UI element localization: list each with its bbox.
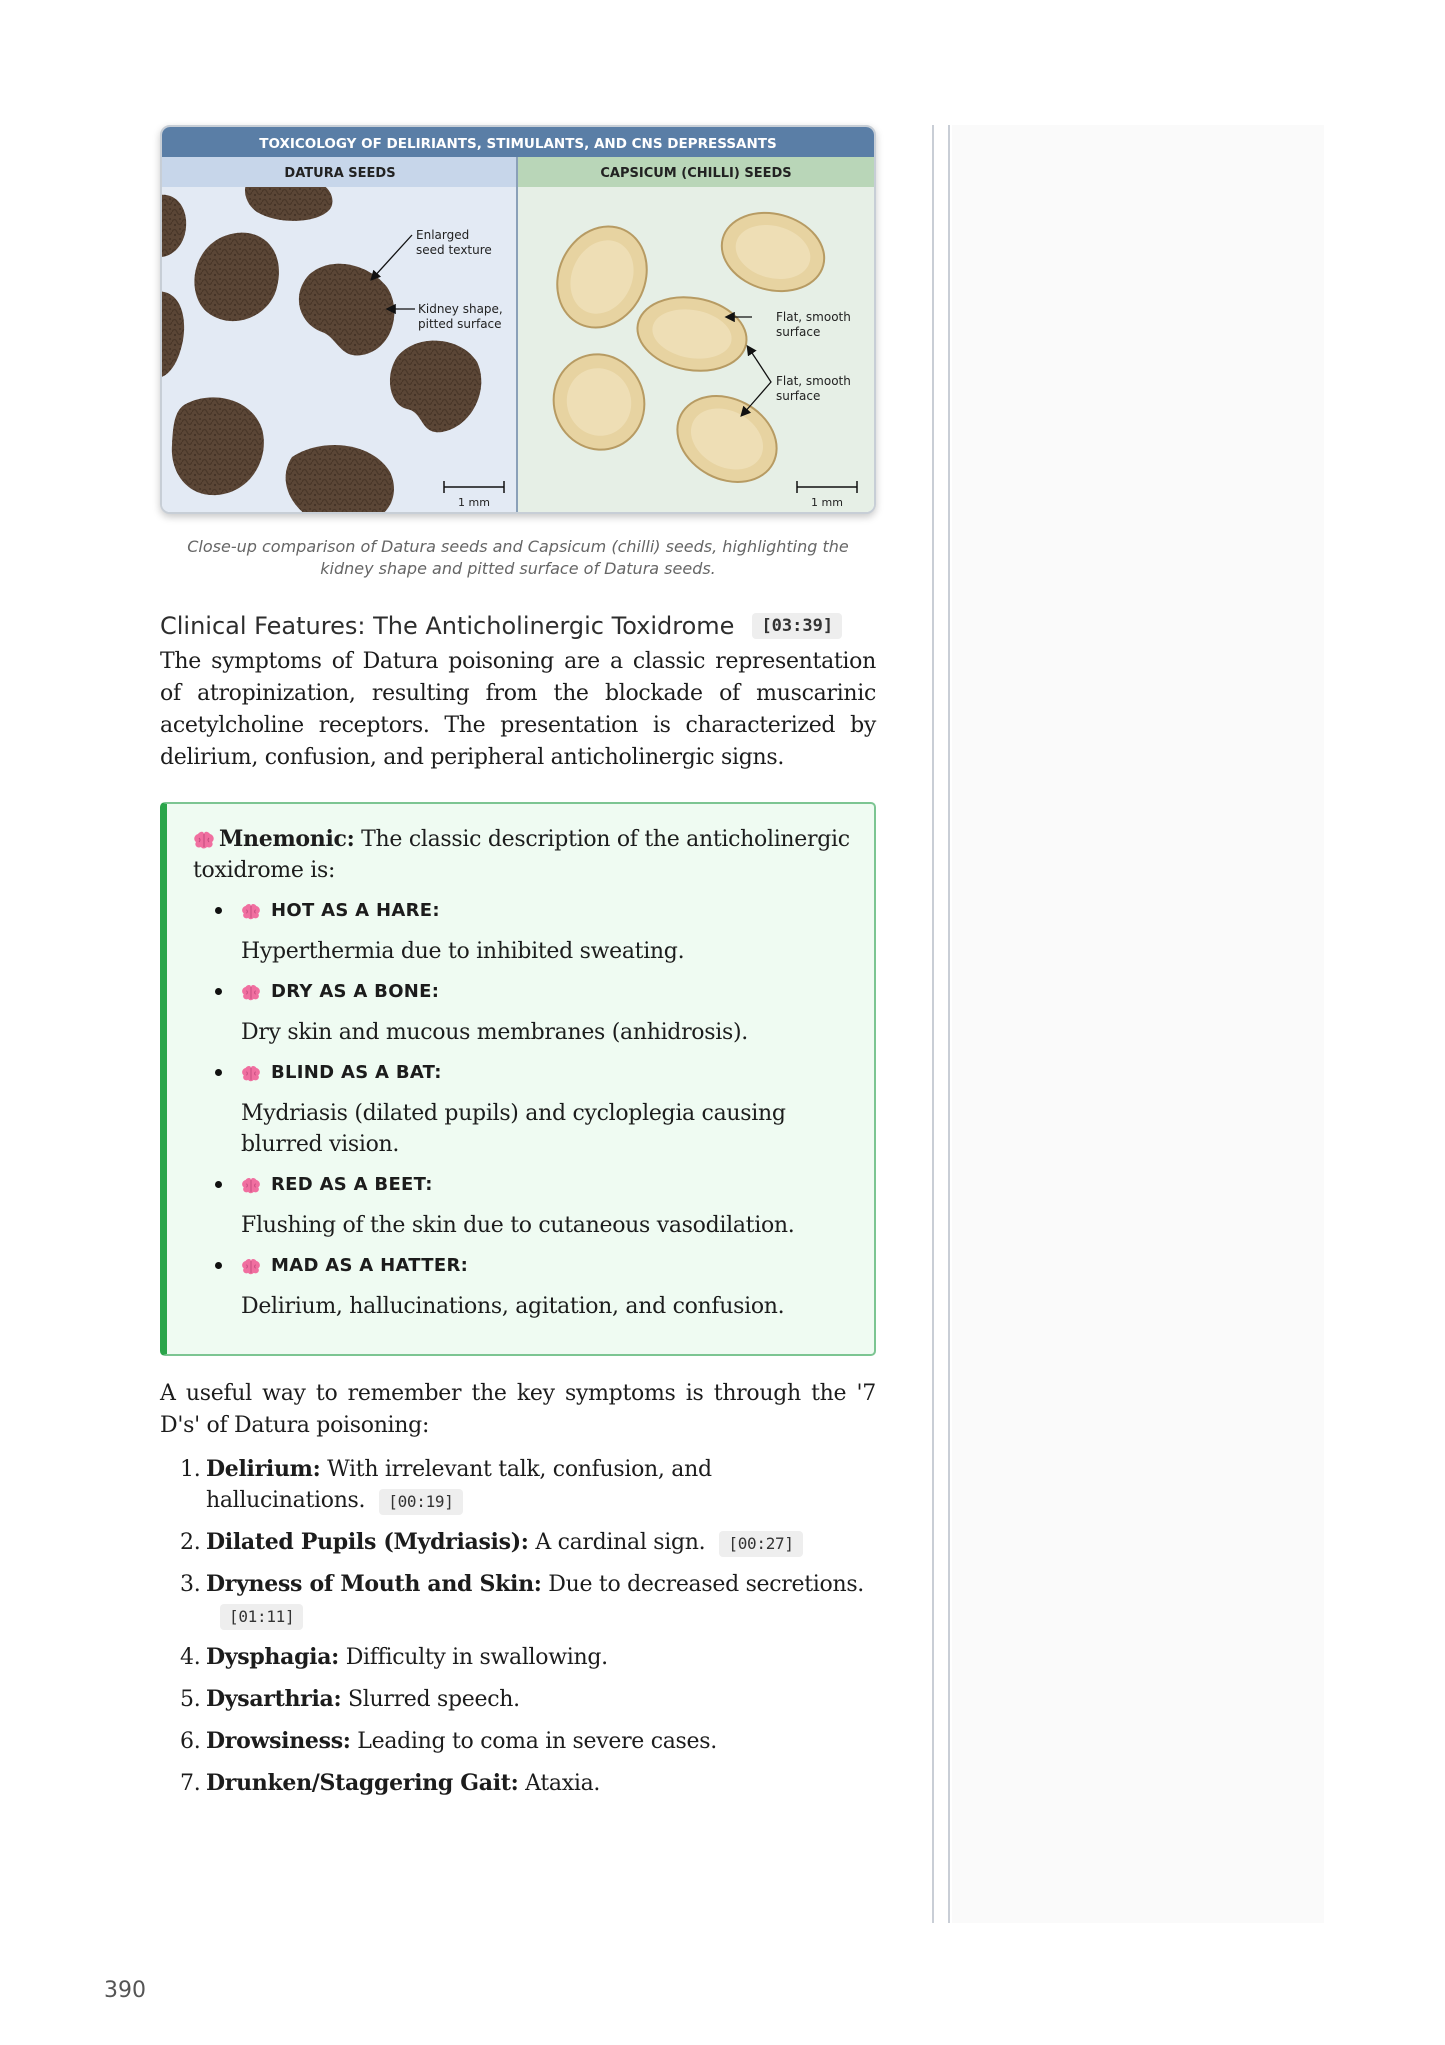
mnemonic-item [215,896,850,967]
banner-title: TOXICOLOGY OF DELIRIANTS, STIMULANTS, AND CNS DEPRESSANTS [259,136,777,152]
list-text: Due to decreased secretions. [541,1572,865,1597]
timestamp-badge[interactable]: [03:39] [752,613,842,639]
mnemonic-label: Mnemonic: [219,826,355,852]
mnemonic-title-text: DRY AS A BONE: [271,981,440,1002]
brain-icon [241,1258,261,1275]
list-item [180,1642,876,1673]
mnemonic-item-desc: Dry skin and mucous membranes (anhidrosis). [241,1020,748,1045]
brain-icon [241,984,261,1001]
mnemonic-intro [193,824,850,886]
list-item [180,1768,876,1799]
capsicum-label-a-1: Flat, smooth [776,310,851,324]
capsicum-label-b-1: Flat, smooth [776,374,851,388]
timestamp-badge[interactable]: [01:11] [220,1604,303,1630]
mnemonic-item [215,1058,850,1160]
seed-comparison-figure [160,125,876,514]
list-term: Drowsiness: [206,1728,351,1754]
seed-illustration [162,127,874,512]
list-term: Delirium: [206,1456,321,1482]
mnemonic-item-desc: Flushing of the skin due to cutaneous vasodilation. [241,1213,795,1238]
mnemonic-item-title [241,1058,850,1088]
list-item-body [206,1768,600,1799]
main-column [160,125,876,1810]
list-number: 5. [180,1687,201,1712]
mnemonic-item-title [241,1170,850,1200]
list-term: Dilated Pupils (Mydriasis): [206,1529,529,1555]
mnemonic-item [215,977,850,1048]
list-number: 1. [180,1457,201,1482]
list-item-body [206,1527,803,1558]
notes-sidebar [952,125,1324,1923]
list-item [180,1684,876,1715]
timestamp-badge[interactable]: [00:19] [379,1489,462,1515]
page-number: 390 [104,1978,146,2003]
list-number: 6. [180,1729,201,1754]
datura-label-texture-1: Enlarged [416,228,470,242]
list-term: Dysarthria: [206,1686,342,1712]
brain-icon [241,1065,261,1082]
list-number: 4. [180,1645,201,1670]
list-item-body [206,1454,876,1516]
mnemonic-list [193,896,850,1322]
mnemonic-title-text: BLIND AS A BAT: [271,1062,442,1083]
left-panel-title: DATURA SEEDS [284,166,396,181]
seven-ds-list [160,1454,876,1799]
list-number: 3. [180,1572,201,1597]
brain-icon [241,903,261,920]
datura-label-texture-2: seed texture [416,243,492,257]
section-heading-text: Clinical Features: The Anticholinergic Toxidrome [160,612,735,640]
list-item-body [206,1642,608,1673]
list-text: Ataxia. [518,1771,601,1796]
list-term: Dysphagia: [206,1644,339,1670]
mnemonic-item-desc: Delirium, hallucinations, agitation, and confusion. [241,1294,785,1319]
list-term: Dryness of Mouth and Skin: [206,1571,542,1597]
mnemonic-item-title [241,896,850,926]
mnemonic-item [215,1251,850,1322]
figure-caption: Close-up comparison of Datura seeds and Capsicum (chilli) seeds, highlighting the kidney shape and pitted surface of Datura seeds. [187,537,849,578]
list-text: Leading to coma in severe cases. [350,1729,717,1754]
intro-paragraph: The symptoms of Datura poisoning are a classic representation of atropinization, resulting from the blockade of muscarinic acetylcholine receptors. The presentation is characterized by delirium, confusion, and peripheral anticholinergic signs. [160,649,876,770]
mnemonic-item [215,1170,850,1241]
list-text: With irrelevant talk, confusion, and hallucinations. [206,1457,712,1513]
timestamp-badge[interactable]: [00:27] [719,1531,802,1557]
list-item [180,1454,876,1516]
list-item [180,1726,876,1757]
mnemonic-intro-text: The classic description of the anticholinergic toxidrome is: [193,827,850,883]
brain-icon [241,1177,261,1194]
column-divider [948,125,950,1923]
list-item [180,1527,876,1558]
mnemonic-callout [160,802,876,1356]
list-text: Slurred speech. [341,1687,520,1712]
list-item-body [206,1684,520,1715]
brain-icon [193,831,215,849]
mnemonic-item-title [241,977,850,1007]
mnemonic-item-title [241,1251,850,1281]
list-item [180,1569,876,1631]
right-scale-label: 1 mm [811,496,843,509]
list-number: 2. [180,1530,201,1555]
section-heading [160,612,876,640]
list-term: Drunken/Staggering Gait: [206,1770,519,1796]
mnemonic-title-text: MAD AS A HATTER: [271,1255,469,1276]
list-item-body [206,1569,864,1631]
mnemonic-item-desc: Hyperthermia due to inhibited sweating. [241,939,685,964]
mnemonic-title-text: HOT AS A HARE: [271,900,440,921]
datura-label-shape-2: pitted surface [418,317,502,331]
list-text: A cardinal sign. [528,1530,706,1555]
mnemonic-item-desc: Mydriasis (dilated pupils) and cycloplegia causing blurred vision. [241,1101,786,1157]
capsicum-label-a-2: surface [776,325,821,339]
datura-label-shape-1: Kidney shape, [418,302,503,316]
column-divider [932,125,934,1923]
capsicum-label-b-2: surface [776,389,821,403]
seven-ds-intro: A useful way to remember the key symptoms is through the '7 D's' of Datura poisoning: [160,1381,876,1438]
list-text: Difficulty in swallowing. [339,1645,608,1670]
list-number: 7. [180,1771,201,1796]
list-item-body [206,1726,717,1757]
left-scale-label: 1 mm [458,496,490,509]
mnemonic-title-text: RED AS A BEET: [271,1174,433,1195]
right-panel-title: CAPSICUM (CHILLI) SEEDS [600,166,792,181]
